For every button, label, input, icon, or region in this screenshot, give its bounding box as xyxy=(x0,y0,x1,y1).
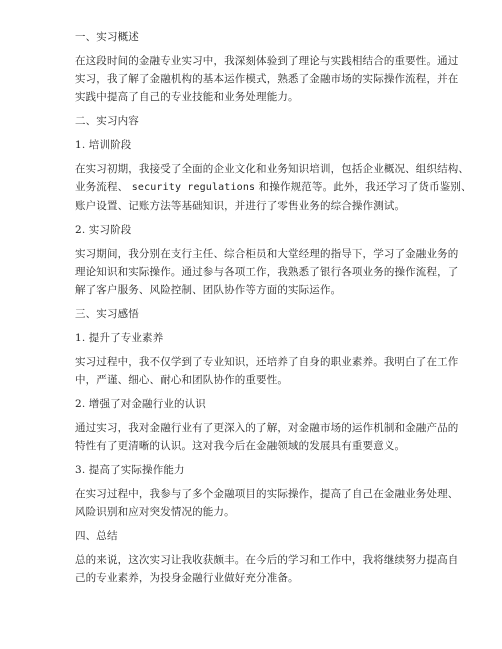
text-line: 实践中提高了自己的专业技能和业务处理能力。 xyxy=(75,91,299,103)
text-line: 理论知识和实际操作。通过参与各项工作，我熟悉了银行各项业务的操作流程，了 xyxy=(75,266,459,278)
section-heading-content: 二、实习内容 xyxy=(75,115,139,127)
text-line: 风险识别和应对突发情况的能力。 xyxy=(75,506,235,518)
paragraph-overview xyxy=(75,52,459,106)
text-fragment: 和操作规范等。此外，我还学习了货币鉴别、 xyxy=(258,181,472,193)
text-line: 实习，我了解了金融机构的基本运作模式，熟悉了金融市场的实际操作流程，并在 xyxy=(75,73,459,85)
section-heading-reflections: 三、实习感悟 xyxy=(75,308,139,320)
paragraph-training xyxy=(75,160,472,215)
subheading-practical-skills: 3. 提高了实际操作能力 xyxy=(75,464,185,476)
text-line: 实习期间，我分别在支行主任、综合柜员和大堂经理的指导下，学习了金融业务的 xyxy=(75,248,459,260)
subheading-internship: 2. 实习阶段 xyxy=(75,224,132,236)
text-line: 在实习初期，我接受了全面的企业文化和业务知识培训，包括企业概况、组织结构、 xyxy=(75,163,470,175)
text-line-mixed xyxy=(75,178,472,197)
text-line: 通过实习，我对金融行业有了更深入的了解，对金融市场的运作机制和金融产品的 xyxy=(75,422,459,434)
text-line: 中，严谨、细心、耐心和团队协作的重要性。 xyxy=(75,374,288,386)
text-line: 解了客户服务、风险控制、团队协作等方面的实际运作。 xyxy=(75,284,342,296)
code-fragment: security regulations xyxy=(131,182,256,193)
subheading-professionalism: 1. 提升了专业素养 xyxy=(75,332,164,344)
section-heading-summary: 四、总结 xyxy=(75,530,118,542)
section-heading-overview: 一、实习概述 xyxy=(75,31,139,43)
document-page xyxy=(75,28,472,593)
text-line: 实习过程中，我不仅学到了专业知识，还培养了自身的职业素养。我明白了在工作 xyxy=(75,356,459,368)
subheading-training: 1. 培训阶段 xyxy=(75,139,132,151)
paragraph-practical-skills xyxy=(75,485,459,521)
paragraph-summary xyxy=(75,551,459,587)
text-line: 在实习过程中，我参与了多个金融项目的实际操作，提高了自己在金融业务处理、 xyxy=(75,488,459,500)
paragraph-professionalism xyxy=(75,353,459,389)
paragraph-industry-understanding xyxy=(75,419,459,455)
subheading-industry-understanding: 2. 增强了对金融行业的认识 xyxy=(75,398,206,410)
text-line: 在这段时间的金融专业实习中，我深刻体验到了理论与实践相结合的重要性。通过 xyxy=(75,55,459,67)
text-line: 己的专业素养，为投身金融行业做好充分准备。 xyxy=(75,572,299,584)
text-line: 总的来说，这次实习让我收获颇丰。在今后的学习和工作中，我将继续努力提高自 xyxy=(75,554,459,566)
text-fragment: 业务流程、 xyxy=(75,181,129,193)
paragraph-internship xyxy=(75,245,459,299)
text-line: 账户设置、记账方法等基础知识，并进行了零售业务的综合操作测试。 xyxy=(75,200,406,212)
text-line: 特性有了更清晰的认识。这对我今后在金融领域的发展具有重要意义。 xyxy=(75,440,406,452)
